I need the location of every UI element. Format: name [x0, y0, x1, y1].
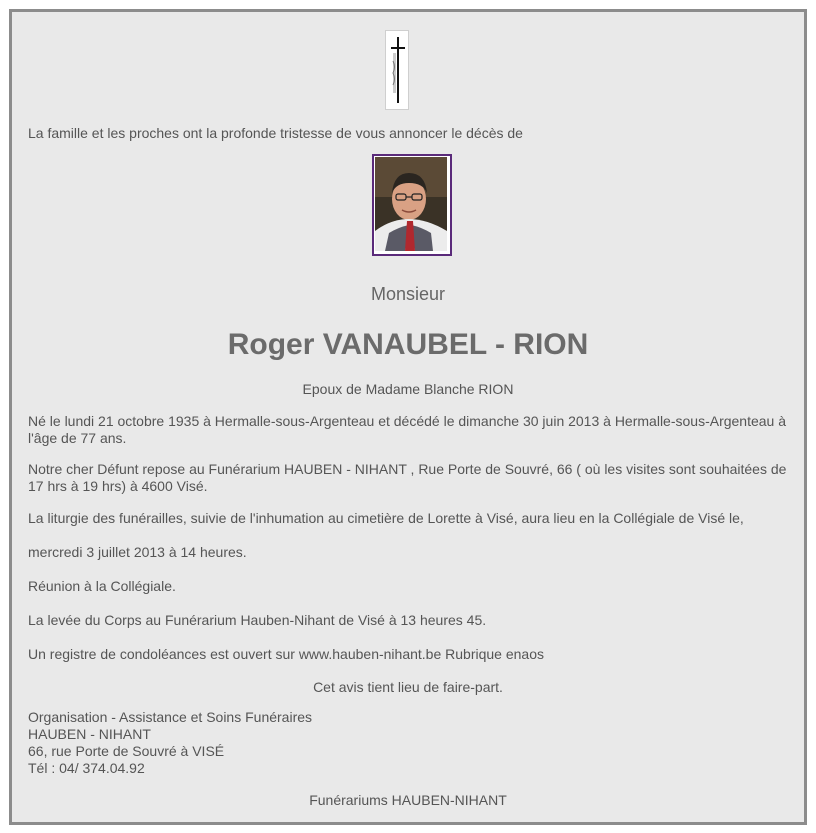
deceased-name: Roger VANAUBEL - RION	[227, 328, 589, 361]
liturgy-date-text: mercredi 3 juillet 2013 à 14 heures.	[28, 544, 247, 560]
obituary-card	[9, 9, 807, 825]
title-prefix: Monsieur	[370, 284, 446, 304]
spouse-text: Epoux de Madame Blanche RION	[302, 381, 514, 397]
intro-text: La famille et les proches ont la profonde tristesse de vous annoncer le décès de	[28, 125, 523, 141]
registry-text: Un registre de condoléances est ouvert sur www.hauben-nihant.be Rubrique enaos	[28, 646, 544, 662]
meeting-text: Réunion à la Collégiale.	[28, 578, 176, 594]
organisation-line-2: HAUBEN - NIHANT	[28, 726, 151, 742]
cross-icon	[385, 30, 409, 110]
birth-death-text: Né le lundi 21 octobre 1935 à Hermalle-sous-Argenteau et décédé le dimanche 30 juin 2013 à Hermalle-sous-Argenteau à l'âge de 77 ans.	[28, 413, 787, 446]
liturgy-text: La liturgie des funérailles, suivie de l'inhumation au cimetière de Lorette à Visé, aura lieu en la Collégiale de Visé le,	[28, 510, 744, 526]
repose-text: Notre cher Défunt repose au Funérarium HAUBEN - NIHANT , Rue Porte de Souvré, 66 ( où les visites sont souhaitées de 17 hrs à 19 hrs) à 4600 Visé.	[28, 461, 787, 494]
organisation-line-1: Organisation - Assistance et Soins Funéraires	[28, 709, 313, 725]
portrait-photo	[372, 154, 452, 256]
footer-text: Funérariums HAUBEN-NIHANT	[309, 792, 507, 808]
organisation-phone: Tél : 04/ 374.04.92	[28, 760, 145, 776]
levee-text: La levée du Corps au Funérarium Hauben-Nihant de Visé à 13 heures 45.	[28, 612, 487, 628]
notice-text: Cet avis tient lieu de faire-part.	[313, 679, 503, 695]
organisation-block	[28, 709, 788, 777]
organisation-line-3: 66, rue Porte de Souvré à VISÉ	[28, 743, 225, 759]
